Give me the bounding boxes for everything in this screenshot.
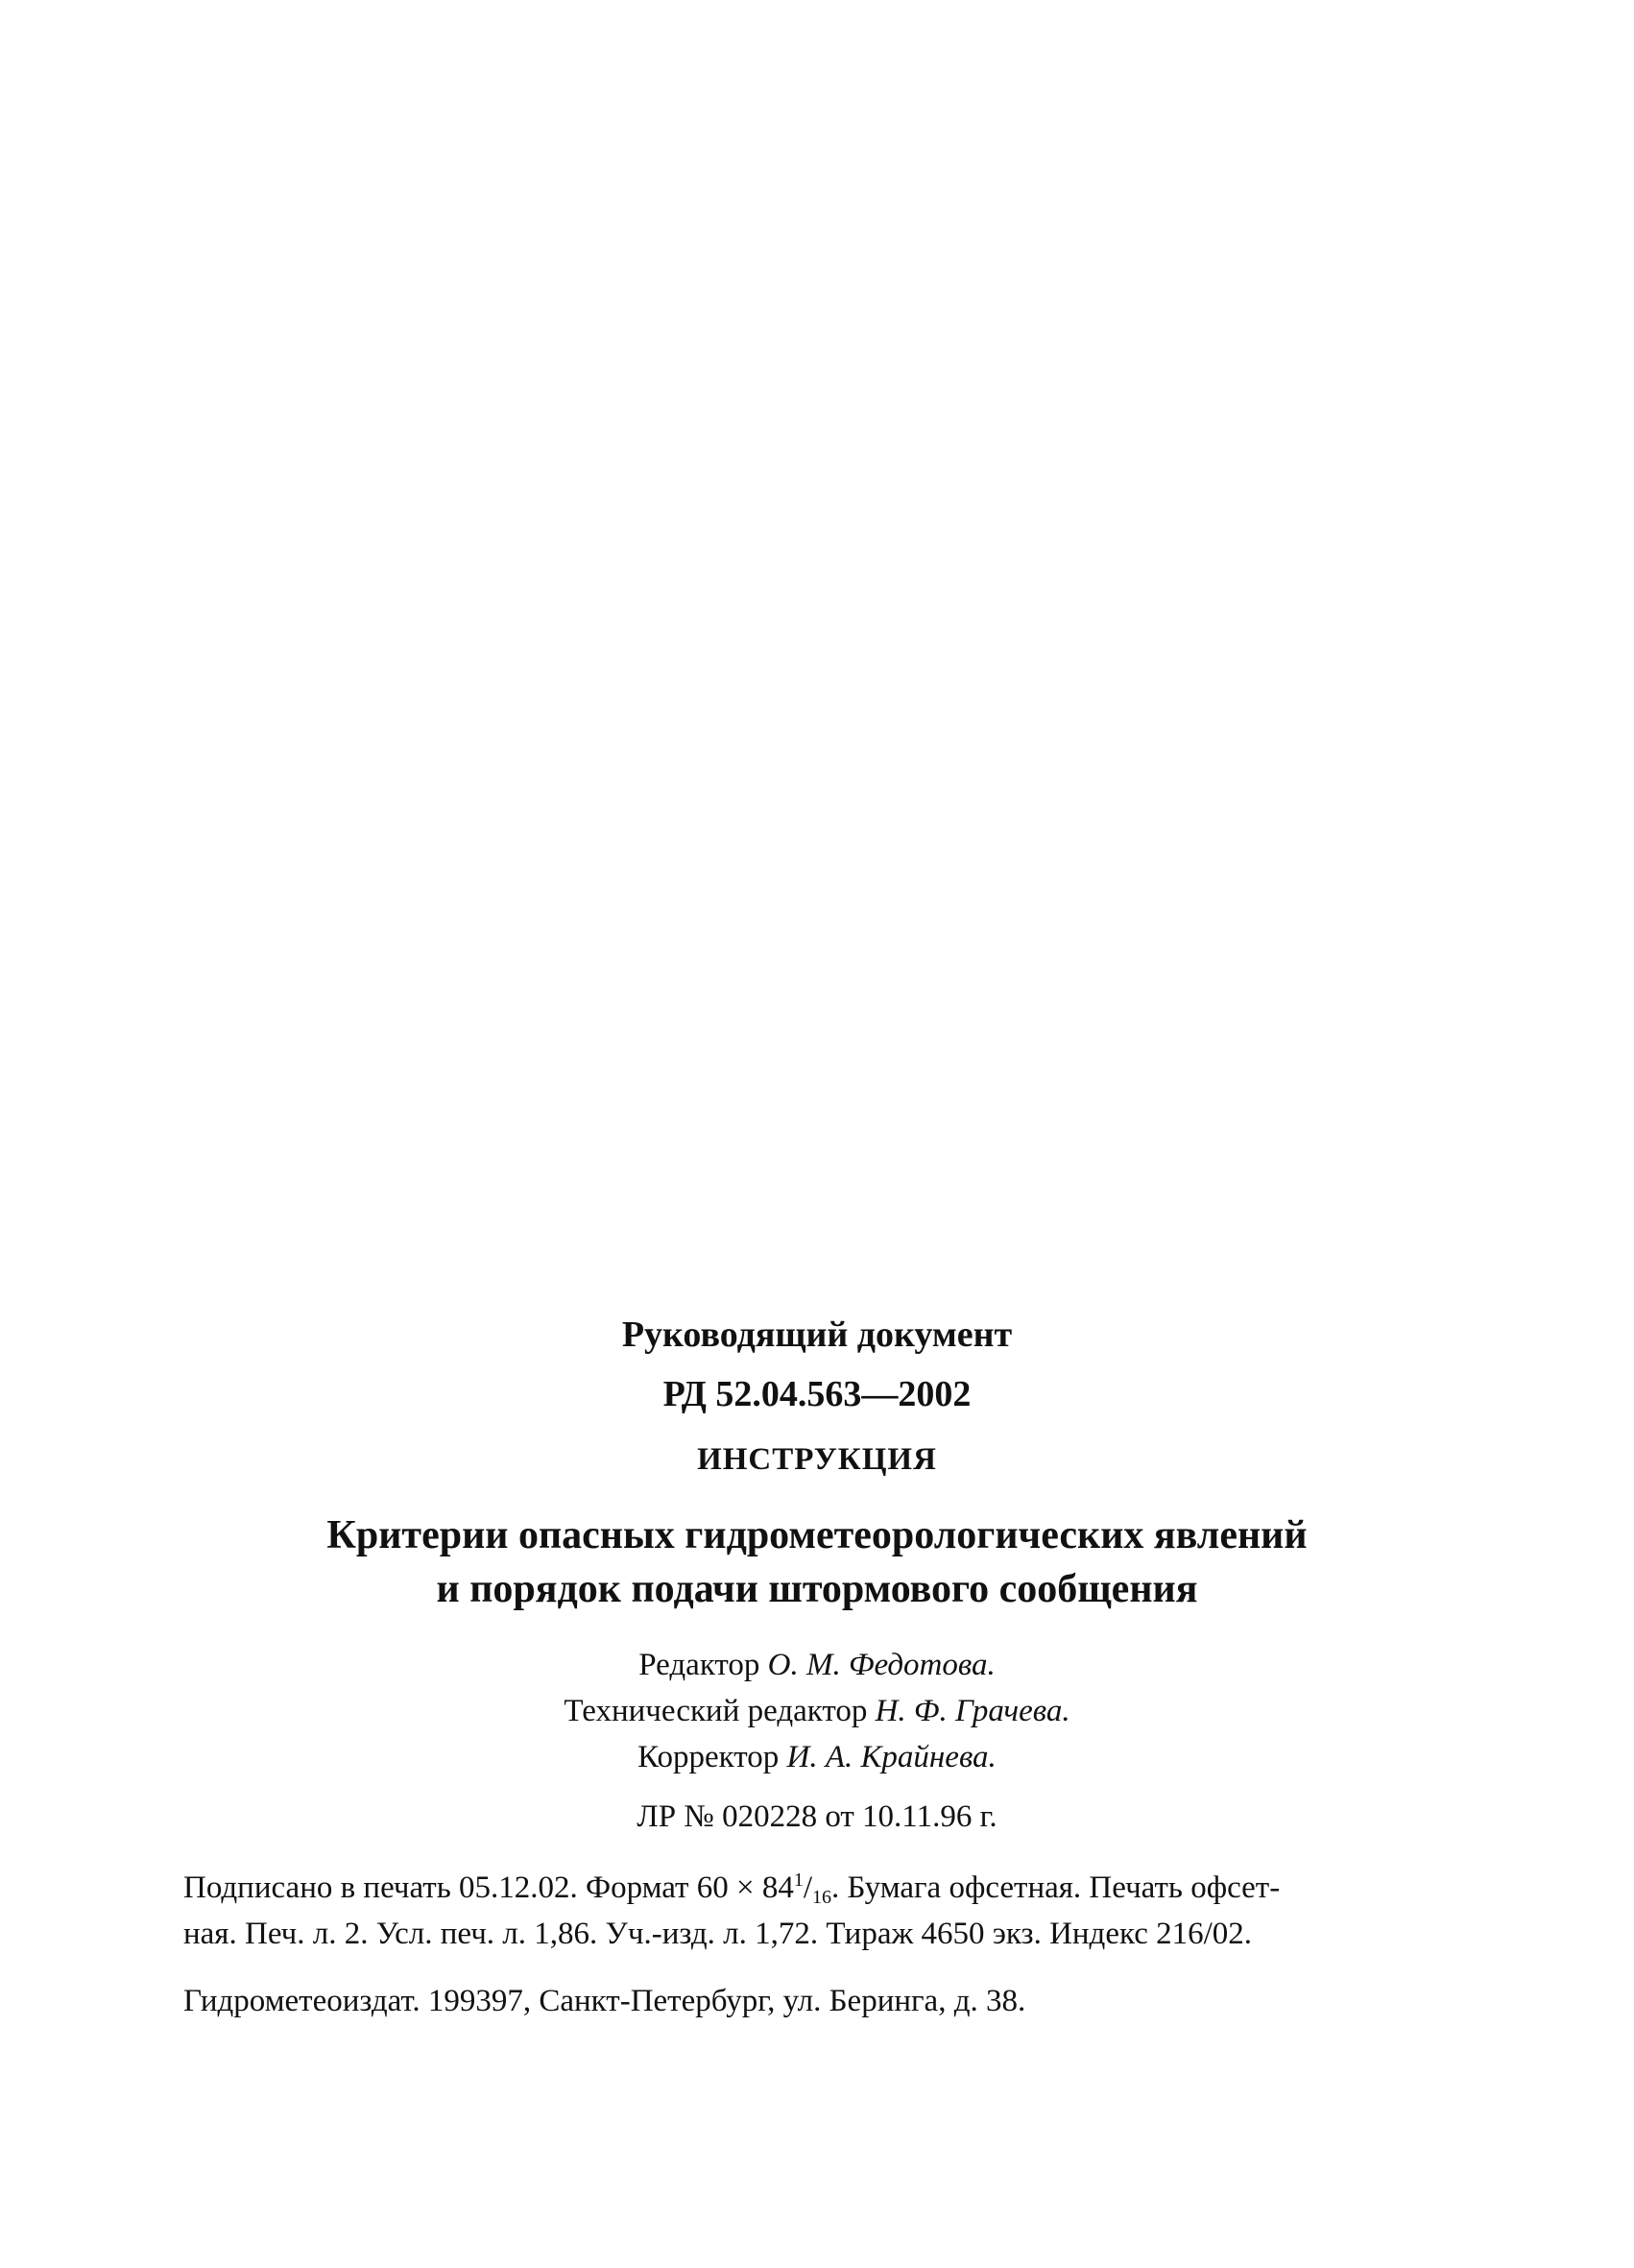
- publication-text: . Бумага офсетная. Печать офсет-: [831, 1870, 1281, 1905]
- document-code: РД 52.04.563—2002: [662, 1374, 972, 1414]
- format-fraction-numerator: 1: [793, 1870, 804, 1891]
- credit-name: И. А. Крайнева.: [786, 1740, 997, 1774]
- format-fraction-denominator: 16: [812, 1887, 832, 1908]
- credit-editor: [0, 1648, 1634, 1683]
- license-number: ЛР № 020228 от 10.11.96 г.: [637, 1799, 997, 1834]
- credit-name: Н. Ф. Грачева.: [875, 1694, 1070, 1728]
- document-type: Руководящий документ: [621, 1315, 1013, 1355]
- credit-technical-editor: [0, 1694, 1634, 1729]
- document-title-line-1: Критерии опасных гидрометеорологических явлений: [326, 1513, 1308, 1557]
- publication-info-line-2: ная. Печ. л. 2. Усл. печ. л. 1,86. Уч.-изд. л. 1,72. Тираж 4650 экз. Индекс 216/02.: [183, 1917, 1253, 1951]
- publication-info-line-1: [183, 1870, 1460, 1906]
- document-title-line-2: и порядок подачи штормового сообщения: [436, 1567, 1198, 1611]
- credit-role: Технический редактор: [564, 1694, 868, 1728]
- credit-role: Корректор: [637, 1740, 780, 1774]
- publication-text: Подписано в печать 05.12.02. Формат 60 × 84: [183, 1870, 794, 1905]
- credit-proofreader: [0, 1740, 1634, 1775]
- publisher-address: Гидрометеоиздат. 199397, Санкт-Петербург, ул. Беринга, д. 38.: [183, 1984, 1026, 2018]
- credit-name: О. М. Федотова.: [767, 1648, 996, 1682]
- format-fraction-slash: /: [803, 1870, 813, 1905]
- document-kind: ИНСТРУКЦИЯ: [697, 1442, 937, 1477]
- credit-role: Редактор: [638, 1648, 760, 1682]
